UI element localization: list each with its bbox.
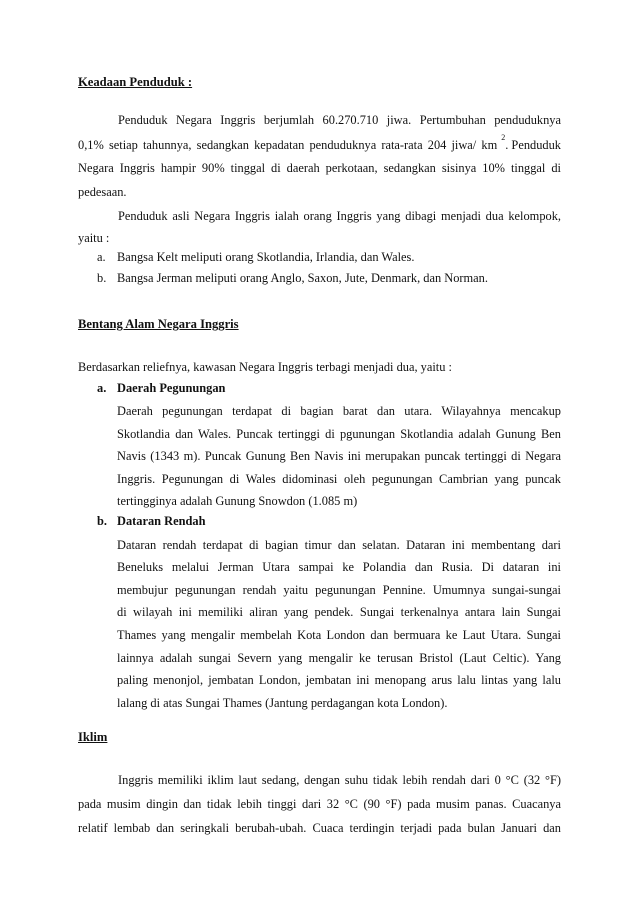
landscape-intro: Berdasarkan reliefnya, kawasan Negara Inggris terbagi menjadi dua, yaitu : bbox=[78, 360, 452, 374]
landscape-item-b-line8: lalang di atas Sungai Thames (Jantung perdagangan kota London). bbox=[117, 696, 448, 710]
landscape-item-a-line3: Navis (1343 m). Puncak Gunung Ben Navis ini merupakan puncak tertinggi di Negara bbox=[117, 449, 561, 463]
heading-landscape: Bentang Alam Negara Inggris bbox=[78, 317, 239, 331]
landscape-item-b-marker: b. bbox=[97, 514, 107, 528]
landscape-item-a-marker: a. bbox=[97, 381, 107, 395]
population-para1-line2-tail: . Penduduk bbox=[505, 138, 561, 152]
landscape-item-b-line7: paling menonjol, jembatan London, jembatan ini menopang arus lalu lintas yang lalu bbox=[117, 673, 561, 687]
heading-climate: Iklim bbox=[78, 730, 108, 744]
landscape-item-a-line5: tertingginya adalah Gunung Snowdon (1.085 m) bbox=[117, 494, 358, 508]
landscape-item-b-title: Dataran Rendah bbox=[117, 514, 206, 528]
landscape-item-b-line5: Thames yang mengalir membelah Kota London dan bermuara ke Laut Utara. Sungai bbox=[117, 628, 561, 642]
landscape-item-a-line4: Inggris. Pegunungan di Wales didominasi oleh pegunungan Cambrian yang puncak bbox=[117, 472, 561, 486]
landscape-item-b-line6: lainnya adalah sungai Severn yang mengalir ke terusan Bristol (Laut Celtic). Yang bbox=[117, 651, 561, 665]
population-list-marker-b: b. bbox=[97, 271, 107, 285]
landscape-item-b-line3: membujur pegunungan rendah yaitu pegunungan Pennine. Umumnya sungai-sungai bbox=[117, 583, 561, 597]
population-list-marker-a: a. bbox=[97, 250, 106, 264]
landscape-item-b-line4: di wilayah ini memiliki aliran yang pendek. Sungai terkenalnya antara lain Sungai bbox=[117, 605, 561, 619]
climate-line1: Inggris memiliki iklim laut sedang, dengan suhu tidak lebih rendah dari 0 °C (32 °F) bbox=[118, 773, 561, 787]
landscape-item-a-line1: Daerah pegunungan terdapat di bagian barat dan utara. Wilayahnya mencakup bbox=[117, 404, 561, 418]
population-para1-line2 bbox=[78, 133, 561, 153]
population-para1-line2-text: 0,1% setiap tahunnya, sedangkan kepadatan penduduknya rata-rata 204 jiwa/ km bbox=[78, 138, 498, 152]
population-para1-line3: Negara Inggris hampir 90% tinggal di daerah perkotaan, sedangkan sisinya 10% tinggal di bbox=[78, 161, 561, 175]
climate-line2: pada musim dingin dan tidak lebih tinggi dari 32 °C (90 °F) pada musim panas. Cuacanya bbox=[78, 797, 561, 811]
population-list-item-b: Bangsa Jerman meliputi orang Anglo, Saxon, Jute, Denmark, dan Norman. bbox=[117, 271, 488, 285]
landscape-item-b-line2: Beneluks melalui Jerman Utara sampai ke Polandia dan Rusia. Di dataran ini bbox=[117, 560, 561, 574]
heading-population: Keadaan Penduduk : bbox=[78, 75, 193, 89]
landscape-item-b-line1: Dataran rendah terdapat di bagian timur dan selatan. Dataran ini membentang dari bbox=[117, 538, 561, 552]
population-para2-line2: yaitu : bbox=[78, 231, 110, 245]
population-para2-line1: Penduduk asli Negara Inggris ialah orang Inggris yang dibagi menjadi dua kelompok, bbox=[118, 209, 561, 223]
population-para1-line4: pedesaan. bbox=[78, 185, 127, 199]
superscript-2: 2 bbox=[501, 133, 506, 142]
population-para1-line1: Penduduk Negara Inggris berjumlah 60.270.710 jiwa. Pertumbuhan penduduknya bbox=[118, 113, 561, 127]
landscape-item-a-line2: Skotlandia dan Wales. Puncak tertinggi di pgunungan Skotlandia adalah Gunung Ben bbox=[117, 427, 561, 441]
population-list-item-a: Bangsa Kelt meliputi orang Skotlandia, Irlandia, dan Wales. bbox=[117, 250, 415, 264]
landscape-item-a-title: Daerah Pegunungan bbox=[117, 381, 226, 395]
climate-line3: relatif lembab dan seringkali berubah-ubah. Cuaca terdingin terjadi pada bulan Januari dan bbox=[78, 821, 561, 835]
